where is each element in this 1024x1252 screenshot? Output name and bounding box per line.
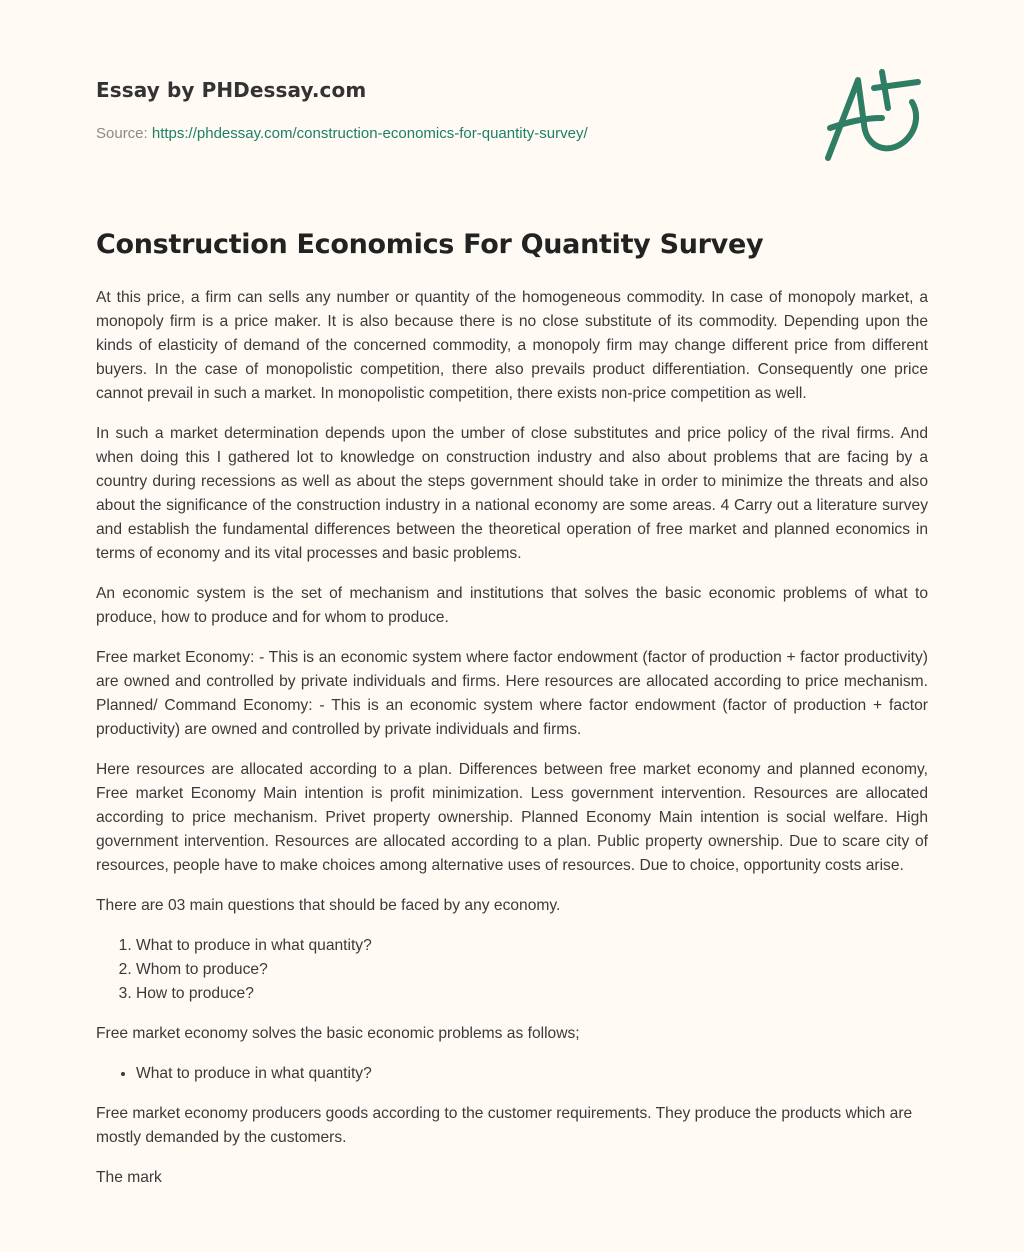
list-item: • What to produce in what quantity? — [136, 1062, 928, 1086]
source-link[interactable]: https://phdessay.com/construction-economics-for-quantity-survey/ — [151, 125, 588, 142]
bullet-list — [96, 1062, 928, 1086]
plus-vertical-stroke — [882, 72, 888, 108]
truncated-paragraph: The mark — [96, 1169, 162, 1186]
article-paragraph: Free market Economy: - This is an economic system where factor endowment (factor of production + factor productivity) are owned and controlled by private individuals and firms. Here resources are allocated according to price mechanism. Planned/ Command Economy: - This is an economic system where factor endowment (factor of production + factor productivity) are owned and controlled by private individuals and firms. — [96, 649, 928, 738]
article-paragraph: Free market economy solves the basic economic problems as follows; — [96, 1025, 580, 1042]
source-label: Source: — [96, 125, 148, 142]
questions-ordered-list — [96, 934, 928, 1006]
page-header — [96, 76, 928, 144]
list-item: 2. Whom to produce? — [136, 958, 928, 982]
source-line — [96, 124, 928, 144]
plus-horizontal-stroke — [874, 82, 918, 88]
article — [96, 226, 928, 1206]
a-crossbar-stroke — [830, 118, 882, 128]
article-paragraph: There are 03 main questions that should be faced by any economy. — [96, 897, 561, 914]
article-paragraph: At this price, a firm can sells any number or quantity of the homogeneous commodity. In case of monopoly market, a monopoly firm is a price maker. It is also because there is no close substitute of its commodity. Depending upon the kinds of elasticity of demand of the concerned commodity, a monopoly firm may change different price from different buyers. In the case of monopolistic competition, there also prevails product differentiation. Consequently one price cannot prevail in such a market. In monopolistic competition, there exists non-price competition as well. — [96, 289, 928, 402]
a-plus-grade-icon — [818, 64, 930, 168]
list-item: 1. What to produce in what quantity? — [136, 934, 928, 958]
article-paragraph: In such a market determination depends upon the umber of close substitutes and price policy of the rival firms. And when doing this I gathered lot to knowledge on construction industry and also about problems that are facing by a country during recessions as well as about the steps government should take in order to minimize the threats and also about the significance of the construction industry in a national economy are some areas. 4 Carry out a literature survey and establish the fundamental differences between the theoretical operation of free market and planned economics in terms of economy and its vital processes and basic problems. — [96, 425, 928, 562]
site-title: Essay by PHDessay.com — [96, 78, 367, 102]
article-paragraph: Here resources are allocated according to a plan. Differences between free market economy and planned economy, Free market Economy Main intention is profit minimization. Less government intervention. Resources are allocated according to price mechanism. Privet property ownership. Planned Economy Main intention is social welfare. High government intervention. Resources are allocated according to a plan. Public property ownership. Due to scare city of resources, people have to make choices among alternative uses of resources. Due to choice, opportunity costs arise. — [96, 761, 928, 874]
list-item: 3. How to produce? — [136, 982, 928, 1006]
article-paragraph: An economic system is the set of mechanism and institutions that solves the basic economic problems of what to produce, how to produce and for whom to produce. — [96, 585, 928, 626]
article-paragraph: Free market economy producers goods according to the customer requirements. They produce the products which are mostly demanded by the customers. — [96, 1105, 913, 1146]
article-title: Construction Economics For Quantity Survey — [96, 229, 764, 260]
